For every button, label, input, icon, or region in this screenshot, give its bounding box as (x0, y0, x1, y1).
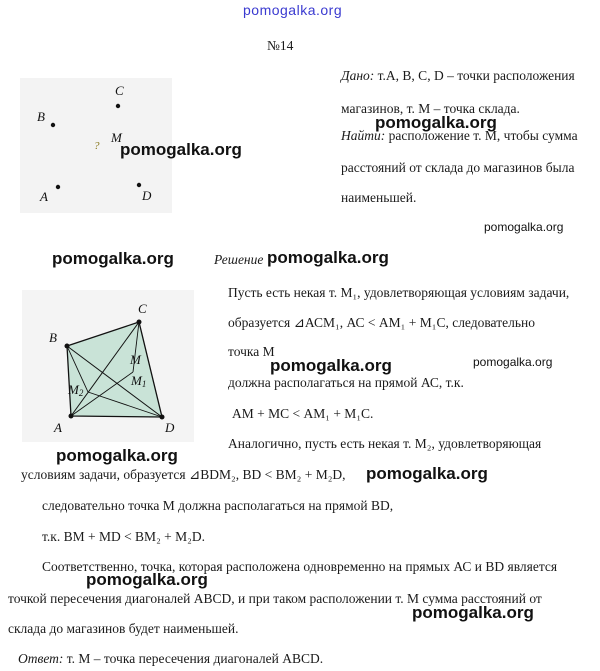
watermark: pomogalka.org (375, 113, 497, 132)
given-line-2: магазинов, т. М – точка склада. (341, 101, 520, 116)
label-b: B (49, 330, 57, 345)
point-c (116, 104, 120, 108)
watermark: pomogalka.org (120, 140, 242, 159)
find-line-1 (341, 128, 578, 144)
find-line-2: расстояний от склада до магазинов была (341, 160, 575, 175)
solution-line-8: следовательно точка М должна располагаться на прямой ВD, (42, 498, 394, 513)
figure-solution (22, 290, 194, 442)
point-a (56, 185, 60, 189)
answer-label: Ответ: (18, 651, 64, 666)
point-b (65, 344, 70, 349)
label-c: C (115, 83, 124, 98)
given-line-1 (341, 68, 575, 84)
label-question: ? (94, 140, 100, 152)
problem-number: №14 (267, 38, 294, 53)
label-c: C (138, 301, 147, 316)
label-m2-sub: 2 (78, 388, 84, 398)
label-a: A (40, 189, 48, 204)
solution-line-9: т.к. ВМ + МD < ВМ₂ + М₂D. (42, 529, 205, 544)
label-m2-main: M (68, 382, 79, 397)
solution-line-1: Пусть есть некая т. М₁, удовлетворяющая условиям задачи, (228, 285, 570, 300)
solution-line-11: точкой пересечения диагоналей АВСD, и при таком расположении т. М сумма расстояний от (8, 591, 542, 606)
watermark-small: pomogalka.org (473, 355, 553, 369)
point-d (137, 183, 141, 187)
watermark: pomogalka.org (52, 249, 174, 268)
watermark: pomogalka.org (366, 464, 488, 483)
watermark: pomogalka.org (412, 603, 534, 622)
label-a: A (54, 420, 62, 435)
watermark: pomogalka.org (267, 248, 389, 267)
solution-line-12: склада до магазинов будет наименьшей. (8, 621, 239, 636)
label-m: M (111, 130, 122, 145)
solution-line-10: Соответственно, точка, которая расположена одновременно на прямых АС и ВD является (42, 559, 558, 574)
answer-line (18, 651, 323, 667)
label-m: M (130, 352, 141, 367)
solution-line-7: условиям задачи, образуется ⊿ВDМ₂, ВD < ВМ₂ + М₂D, (21, 467, 346, 482)
point-c (137, 320, 142, 325)
solution-line-2: образуется ⊿АСМ₁, АС < АМ₁ + М₁С, следовательно (228, 315, 535, 330)
given-label: Дано: (341, 68, 375, 83)
watermark: pomogalka.org (86, 570, 208, 589)
label-m1-main: M (131, 373, 142, 388)
solution-line-3: точка М (228, 344, 275, 359)
watermark: pomogalka.org (56, 446, 178, 465)
watermark: pomogalka.org (270, 356, 392, 375)
point-a (69, 414, 74, 419)
figure-solution-svg (22, 290, 194, 442)
solution-line-4: должна располагаться на прямой АС, т.к. (228, 375, 464, 390)
label-d: D (142, 188, 152, 203)
answer-text: т. М – точка пересечения диагоналей АВСD. (63, 651, 324, 666)
find-line-3: наименьшей. (341, 190, 417, 205)
solution-line-5: АМ + МС < АМ₁ + М₁С. (232, 406, 374, 421)
label-b: B (37, 109, 45, 124)
solution-title: Решение (214, 252, 264, 267)
solution-line-6: Аналогично, пусть есть некая т. М₂, удовлетворяющая (228, 436, 542, 451)
top-watermark: pomogalka.org (243, 2, 343, 18)
point-d (160, 415, 165, 420)
point-b (51, 123, 55, 127)
find-label: Найти: (341, 128, 386, 143)
label-m1-sub: 1 (141, 379, 147, 389)
watermark-small: pomogalka.org (484, 220, 564, 234)
given-text-1: т.А, В, С, D – точки расположения (374, 68, 575, 83)
quadrilateral-abcd (67, 322, 162, 417)
find-text-1: расположение т. М, чтобы сумма (385, 128, 578, 143)
label-d: D (165, 420, 175, 435)
